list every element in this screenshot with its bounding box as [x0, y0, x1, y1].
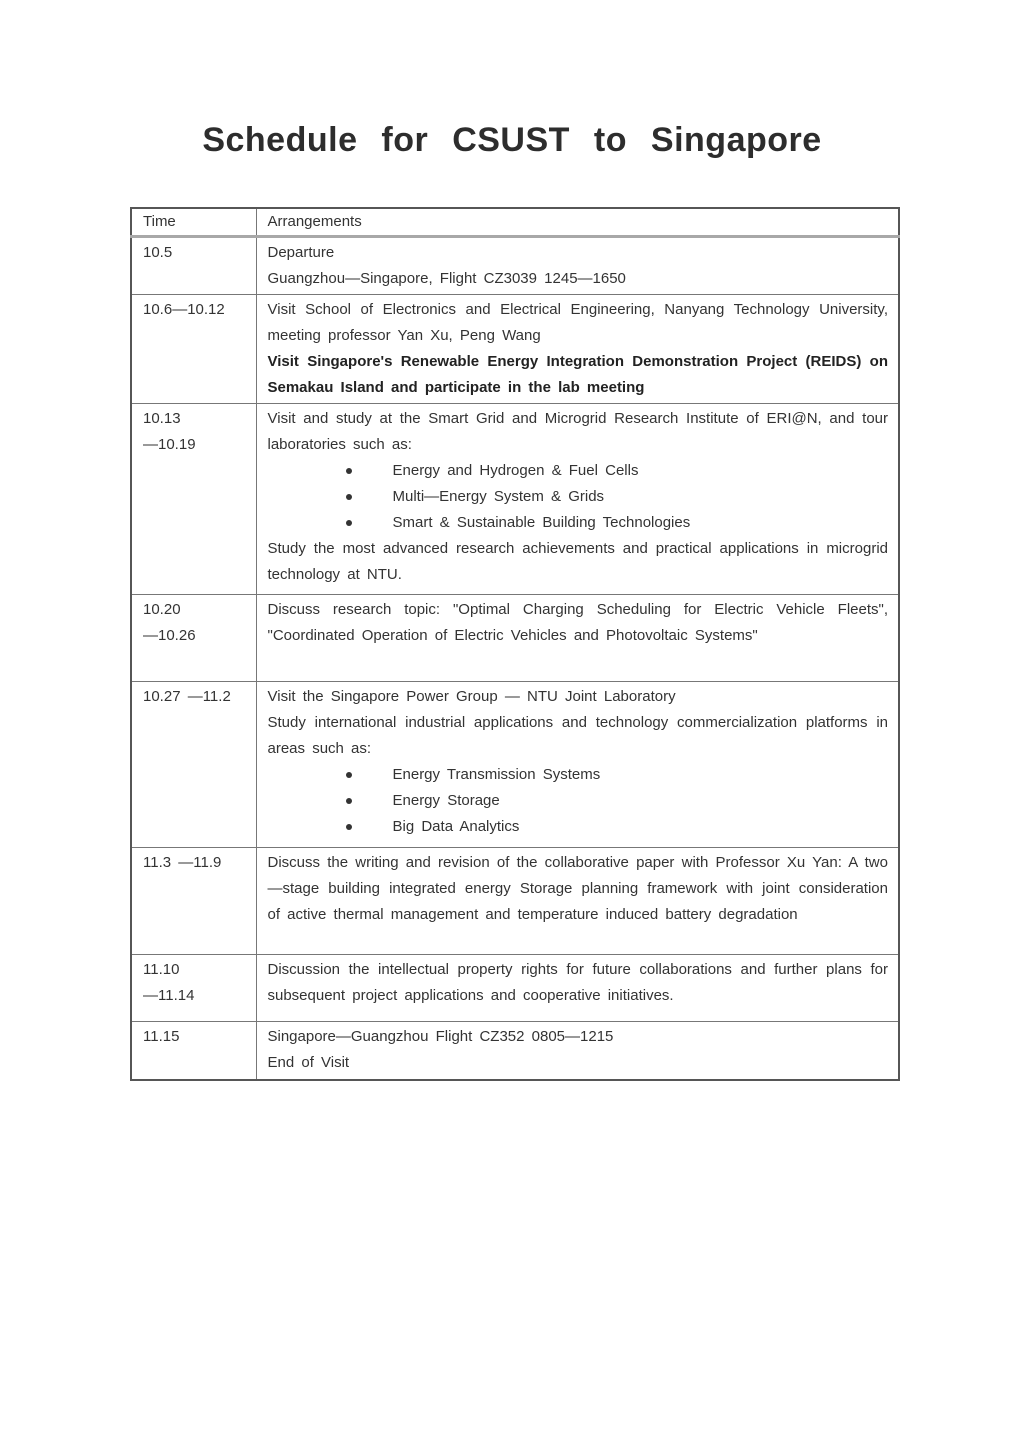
arrangement-paragraph: Discussion the intellectual property rights for future collaborations and further plans for subsequent project applications and cooperative initiatives.: [267, 961, 888, 1004]
table-row: [131, 682, 899, 848]
time-text: 10.6—10.12: [143, 301, 225, 318]
time-text: 10.5: [143, 244, 173, 261]
bullet-item-label: Energy and Hydrogen & Fuel Cells: [392, 462, 639, 479]
table-row: [131, 848, 899, 955]
table-row: [131, 955, 899, 1022]
time-cell: [131, 595, 256, 682]
table-header-row: [131, 208, 899, 237]
col-header-time: Time: [131, 208, 256, 237]
time-text: 11.10: [143, 961, 180, 978]
time-cell: [131, 955, 256, 1022]
arrangement-paragraph: Discuss the writing and revision of the collaborative paper with Professor Xu Yan: A two—stage building integrated energy Storage planning framework with joint consideration of active thermal management and temperature induced battery degradation: [267, 854, 888, 923]
time-cell: [131, 404, 256, 595]
bullet-item: [268, 788, 889, 814]
arrangements-cell: [256, 848, 899, 955]
arrangements-cell: [256, 682, 899, 848]
arrangement-paragraph: Singapore—Guangzhou Flight CZ352 0805—1215: [267, 1028, 614, 1045]
table-body: [131, 237, 899, 1080]
time-text: 10.13: [143, 410, 181, 427]
arrangements-cell: [256, 404, 899, 595]
time-text: 11.3 —11.9: [143, 854, 222, 871]
arrangement-paragraph: End of Visit: [267, 1054, 350, 1071]
time-text: 10.27 —11.2: [143, 688, 231, 705]
bullet-item-label: Energy Transmission Systems: [392, 766, 601, 783]
table-row: [131, 1022, 899, 1080]
time-cell: [131, 682, 256, 848]
table-row: [131, 595, 899, 682]
bullet-icon: [346, 798, 352, 804]
bullet-item-label: Smart & Sustainable Building Technologies: [392, 514, 691, 531]
bullet-item-label: Big Data Analytics: [392, 818, 520, 835]
time-text: 10.20: [143, 601, 181, 618]
schedule-table: [130, 207, 900, 1081]
bullet-icon: [346, 520, 352, 526]
bullet-icon: [346, 468, 352, 474]
bullet-item: [268, 484, 889, 510]
time-cell: [131, 1022, 256, 1080]
time-text: —10.19: [143, 436, 196, 453]
arrangements-cell: [256, 1022, 899, 1080]
arrangement-paragraph: Study the most advanced research achievements and practical applications in microgrid technology at NTU.: [267, 540, 888, 583]
table-row: [131, 237, 899, 295]
bullet-item: [268, 510, 889, 536]
arrangement-paragraph: Visit Singapore's Renewable Energy Integration Demonstration Project (REIDS) on Semakau Island and participate in the lab meeting: [267, 353, 888, 396]
arrangements-cell: [256, 295, 899, 404]
arrangements-cell: [256, 595, 899, 682]
arrangement-paragraph: Visit the Singapore Power Group — NTU Joint Laboratory: [267, 688, 676, 705]
time-text: —11.14: [143, 987, 195, 1004]
bullet-item: [268, 814, 889, 840]
bullet-item: [268, 458, 889, 484]
time-cell: [131, 237, 256, 295]
bullet-icon: [346, 824, 352, 830]
page-title: Schedule for CSUST to Singapore: [202, 121, 822, 159]
time-text: 11.15: [143, 1028, 180, 1045]
bullet-icon: [346, 494, 352, 500]
bullet-item-label: Multi—Energy System & Grids: [392, 488, 605, 505]
col-header-arrangements: Arrangements: [256, 208, 899, 237]
time-cell: [131, 848, 256, 955]
arrangement-paragraph: Visit School of Electronics and Electrical Engineering, Nanyang Technology University, meeting professor Yan Xu, Peng Wang: [267, 301, 888, 344]
arrangement-paragraph: Departure: [267, 244, 335, 261]
arrangements-cell: [256, 955, 899, 1022]
bullet-item-label: Energy Storage: [392, 792, 500, 809]
table-row: [131, 295, 899, 404]
arrangement-paragraph: Discuss research topic: "Optimal Charging Scheduling for Electric Vehicle Fleets", "Coordinated Operation of Electric Vehicles and Photovoltaic Systems": [267, 601, 888, 644]
table-row: [131, 404, 899, 595]
arrangements-cell: [256, 237, 899, 295]
arrangement-paragraph: Guangzhou—Singapore, Flight CZ3039 1245—1650: [267, 270, 626, 287]
bullet-icon: [346, 772, 352, 778]
bullet-item: [268, 762, 889, 788]
time-cell: [131, 295, 256, 404]
time-text: —10.26: [143, 627, 196, 644]
arrangement-paragraph: Visit and study at the Smart Grid and Microgrid Research Institute of ERI@N, and tour laboratories such as:: [267, 410, 888, 453]
arrangement-paragraph: Study international industrial applications and technology commercialization platforms in areas such as:: [267, 714, 888, 757]
